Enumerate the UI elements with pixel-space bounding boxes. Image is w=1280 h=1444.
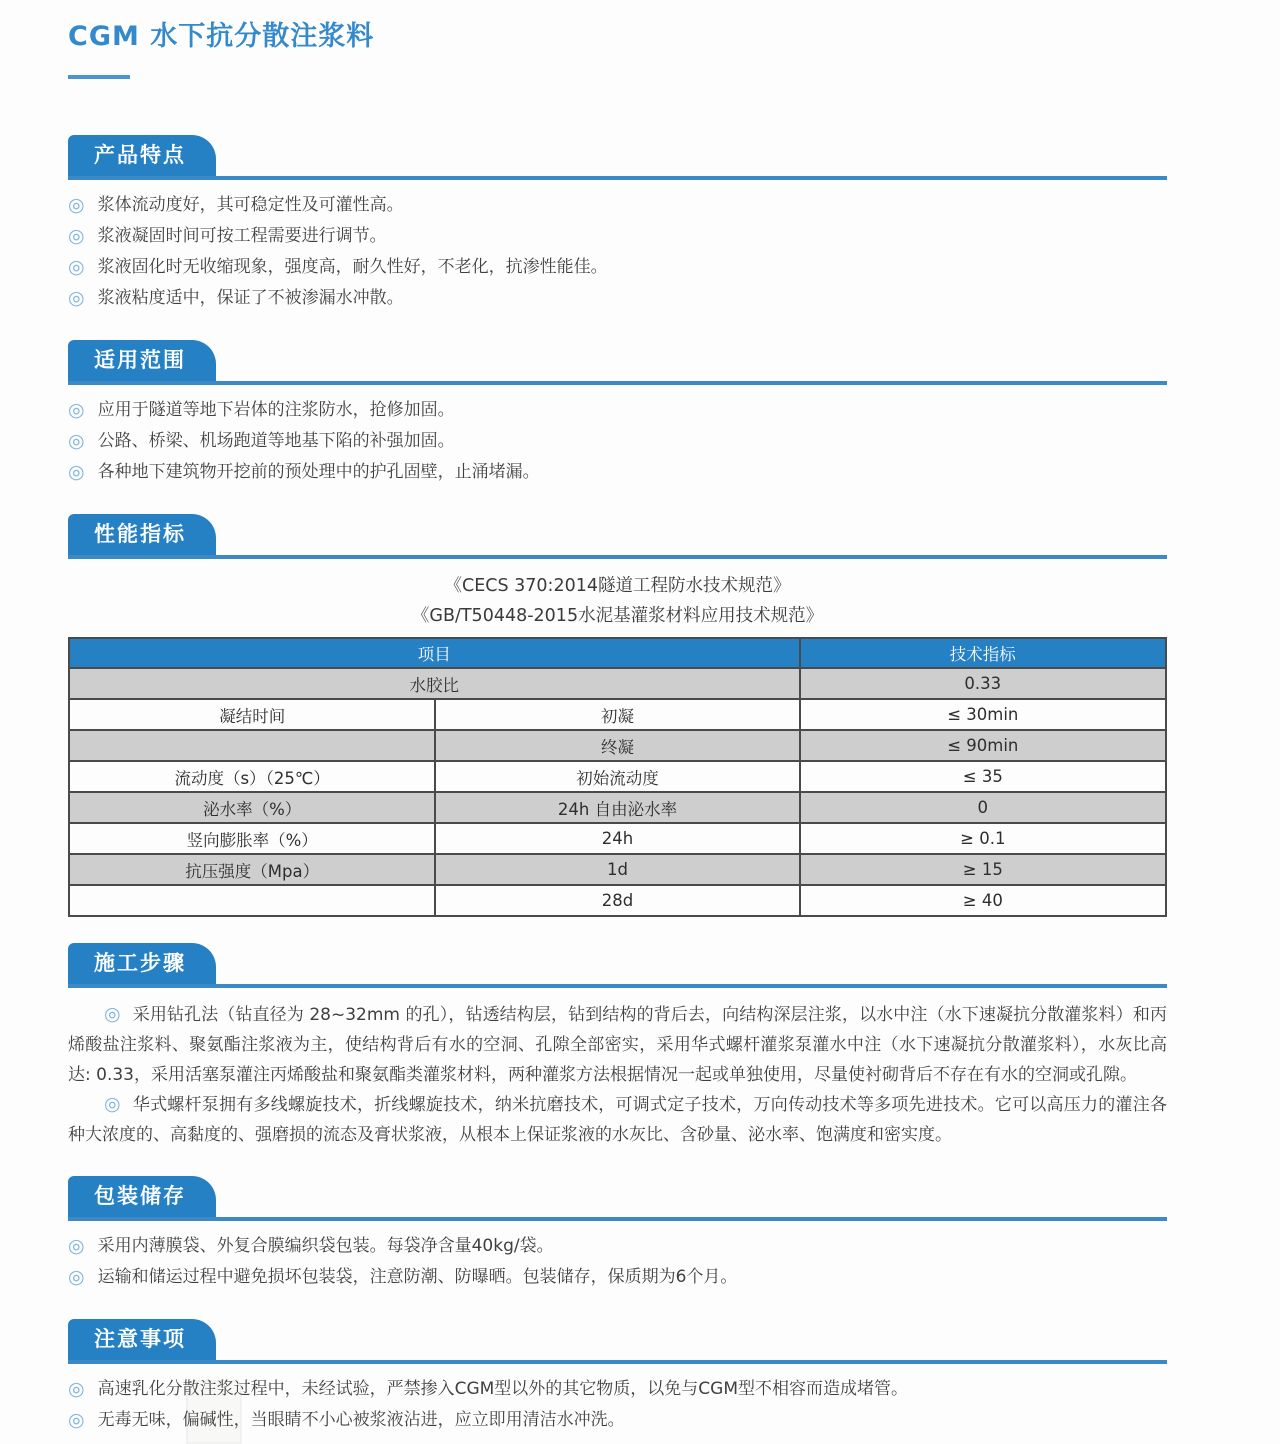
paragraph — [68, 1000, 1167, 1090]
list-item — [68, 1405, 1167, 1436]
list-item — [68, 457, 1167, 488]
page-title: CGM 水下抗分散注浆料 — [68, 21, 375, 52]
table-cell: ≥ 40 — [800, 885, 1166, 916]
section-tab-notes: 注意事项 — [68, 1319, 216, 1360]
list-item-text: 浆体流动度好，其可稳定性及可灌性高。 — [97, 195, 404, 215]
table-cell — [69, 730, 435, 761]
table-row — [69, 885, 1166, 916]
list-item-text: 高速乳化分散注浆过程中，未经试验，严禁掺入CGM型以外的其它物质，以免与CGM型不相容而造成堵管。 — [97, 1379, 909, 1399]
features-list — [68, 190, 1167, 314]
list-item-text: 无毒无味，偏碱性，当眼睛不小心被浆液沾进，应立即用清洁水冲洗。 — [97, 1410, 625, 1430]
section-header-notes — [68, 1319, 1167, 1364]
bullet-icon: ◎ — [68, 194, 85, 216]
list-item — [68, 1231, 1167, 1262]
construction-paragraphs — [68, 1000, 1167, 1150]
table-row — [69, 668, 1166, 699]
section-tab-features: 产品特点 — [68, 135, 216, 176]
title-underline — [68, 75, 130, 79]
section-tab-scope: 适用范围 — [68, 340, 216, 381]
bullet-icon: ◎ — [68, 1235, 85, 1257]
table-cell: 24h 自由泌水率 — [435, 792, 799, 823]
table-cell: 凝结时间 — [69, 699, 435, 730]
table-cell: 水胶比 — [69, 668, 800, 699]
notes-list — [68, 1374, 1167, 1436]
bullet-icon: ◎ — [104, 1003, 121, 1025]
list-item — [68, 426, 1167, 457]
table-cell: 流动度（s）（25℃） — [69, 761, 435, 792]
list-item-text: 浆液凝固时间可按工程需要进行调节。 — [97, 226, 387, 246]
paragraph — [68, 1090, 1167, 1150]
standards-references — [68, 571, 1167, 631]
section-header-scope — [68, 340, 1167, 385]
standard-reference: 《CECS 370:2014隧道工程防水技术规范》 — [444, 576, 791, 596]
table-header-cell: 项目 — [69, 638, 800, 668]
table-cell: ≥ 15 — [800, 854, 1166, 885]
table-row — [69, 854, 1166, 885]
list-item — [68, 252, 1167, 283]
scope-list — [68, 395, 1167, 488]
section-tab-performance: 性能指标 — [68, 514, 216, 555]
list-item-text: 采用内薄膜袋、外复合膜编织袋包装。每袋净含量40kg/袋。 — [97, 1236, 554, 1256]
section-header-features — [68, 135, 1167, 180]
table-header-cell: 技术指标 — [800, 638, 1166, 668]
table-cell: 28d — [435, 885, 799, 916]
table-row — [69, 792, 1166, 823]
standard-reference: 《GB/T50448-2015水泥基灌浆材料应用技术规范》 — [411, 606, 824, 626]
section-tab-packaging: 包装储存 — [68, 1176, 216, 1217]
paragraph-text: 华式螺杆泵拥有多线螺旋技术，折线螺旋技术，纳米抗磨技术，可调式定子技术，万向传动技术等多项先进技术。它可以高压力的灌注各种大浓度的、高黏度的、强磨损的流态及膏状浆液，从根本上保证浆液的水灰比、含砂量、泌水率、饱满度和密实度。 — [68, 1095, 1167, 1145]
table-cell: ≥ 0.1 — [800, 823, 1166, 854]
table-cell: 初凝 — [435, 699, 799, 730]
section-header-performance — [68, 514, 1167, 559]
list-item — [68, 1262, 1167, 1293]
bullet-icon: ◎ — [68, 1378, 85, 1400]
paragraph-text: 采用钻孔法（钻直径为 28~32mm 的孔），钻透结构层，钻到结构的背后去，向结构深层注浆，以水中注（水下速凝抗分散灌浆料）和丙烯酸盐注浆料、聚氨酯注浆液为主，使结构背后有水的空洞、孔隙全部密实，采用华式螺杆灌浆泵灌水中注（水下速凝抗分散灌浆料），水灰比高达: 0.33，采用活塞泵灌注丙烯酸盐和聚氨酯类灌浆材料，两种灌浆方法根据情况一起或单独使用，尽量使衬砌背后不存在有水的空洞或孔隙。 — [68, 1005, 1167, 1085]
bullet-icon: ◎ — [68, 1266, 85, 1288]
table-cell: 泌水率（%） — [69, 792, 435, 823]
packaging-list — [68, 1231, 1167, 1293]
bullet-icon: ◎ — [68, 256, 85, 278]
list-item — [68, 221, 1167, 252]
bullet-icon: ◎ — [68, 1409, 85, 1431]
table-row — [69, 730, 1166, 761]
section-tab-construction: 施工步骤 — [68, 943, 216, 984]
table-row — [69, 699, 1166, 730]
table-cell: 1d — [435, 854, 799, 885]
bullet-icon: ◎ — [104, 1093, 121, 1115]
table-row — [69, 823, 1166, 854]
list-item-text: 运输和储运过程中避免损坏包装袋，注意防潮、防曝晒。包装储存，保质期为6个月。 — [97, 1267, 738, 1287]
table-cell: 终凝 — [435, 730, 799, 761]
bullet-icon: ◎ — [68, 287, 85, 309]
table-cell: 初始流动度 — [435, 761, 799, 792]
section-header-construction — [68, 943, 1167, 988]
table-cell: 竖向膨胀率（%） — [69, 823, 435, 854]
bullet-icon: ◎ — [68, 430, 85, 452]
table-cell — [69, 885, 435, 916]
list-item — [68, 395, 1167, 426]
list-item — [68, 1374, 1167, 1405]
bullet-icon: ◎ — [68, 461, 85, 483]
table-row — [69, 761, 1166, 792]
list-item — [68, 190, 1167, 221]
list-item — [68, 283, 1167, 314]
table-cell: ≤ 35 — [800, 761, 1166, 792]
table-cell: ≤ 90min — [800, 730, 1166, 761]
performance-table — [68, 637, 1167, 917]
table-cell: 24h — [435, 823, 799, 854]
table-cell: ≤ 30min — [800, 699, 1166, 730]
table-cell: 抗压强度（Mpa） — [69, 854, 435, 885]
list-item-text: 浆液固化时无收缩现象，强度高，耐久性好，不老化，抗渗性能佳。 — [97, 257, 608, 277]
table-cell: 0.33 — [800, 668, 1166, 699]
list-item-text: 公路、桥梁、机场跑道等地基下陷的补强加固。 — [97, 431, 455, 451]
table-cell: 0 — [800, 792, 1166, 823]
list-item-text: 应用于隧道等地下岩体的注浆防水，抢修加固。 — [97, 400, 455, 420]
list-item-text: 浆液粘度适中，保证了不被渗漏水冲散。 — [97, 288, 404, 308]
table-header-row — [69, 638, 1166, 668]
section-header-packaging — [68, 1176, 1167, 1221]
bullet-icon: ◎ — [68, 399, 85, 421]
bullet-icon: ◎ — [68, 225, 85, 247]
list-item-text: 各种地下建筑物开挖前的预处理中的护孔固壁，止涌堵漏。 — [97, 462, 540, 482]
